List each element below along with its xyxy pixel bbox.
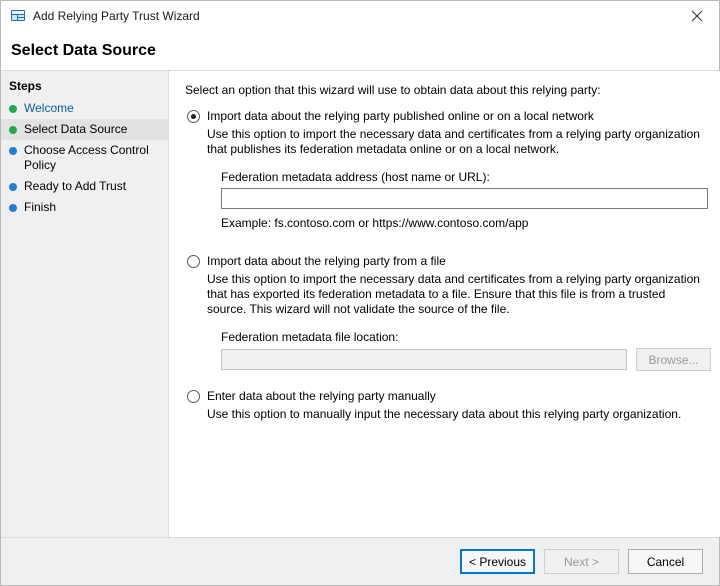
radio-enter-manually-icon[interactable] — [187, 390, 200, 403]
step-item-select-data-source[interactable] — [1, 119, 168, 140]
wizard-body — [1, 70, 719, 537]
step-item-finish[interactable] — [1, 197, 168, 218]
wizard-icon — [10, 8, 26, 24]
browse-button[interactable]: Browse... — [636, 348, 711, 371]
cancel-button[interactable]: Cancel — [628, 549, 703, 574]
federation-metadata-address-input[interactable] — [221, 188, 708, 209]
federation-metadata-address-example: Example: fs.contoso.com or https://www.contoso.com/app — [221, 216, 529, 230]
federation-metadata-file-row — [221, 348, 711, 371]
federation-metadata-file-label: Federation metadata file location: — [221, 330, 399, 344]
step-item-ready-to-add-trust[interactable] — [1, 176, 168, 197]
option-label: Import data about the relying party from a file — [207, 254, 446, 268]
step-item-welcome[interactable] — [1, 98, 168, 119]
option-enter-manually[interactable] — [183, 389, 711, 404]
close-icon[interactable] — [675, 1, 719, 30]
step-bullet-icon — [9, 204, 17, 212]
step-bullet-icon — [9, 126, 17, 134]
radio-import-from-file-icon[interactable] — [187, 255, 200, 268]
step-bullet-icon — [9, 105, 17, 113]
steps-pane — [1, 71, 169, 537]
previous-button[interactable]: < Previous — [460, 549, 535, 574]
option-import-online-description: Use this option to import the necessary data and certificates from a relying party organization that publishes its federation metadata online or on a local network. — [207, 127, 700, 156]
step-label: Welcome — [24, 101, 74, 115]
steps-title: Steps — [9, 79, 42, 93]
step-label: Ready to Add Trust — [24, 179, 127, 193]
option-label: Import data about the relying party published online or on a local network — [207, 109, 594, 123]
step-label: Choose Access Control Policy — [24, 143, 149, 172]
step-bullet-icon — [9, 147, 17, 155]
next-button: Next > — [544, 549, 619, 574]
federation-metadata-address-label: Federation metadata address (host name or URL): — [221, 170, 490, 184]
title-bar — [1, 1, 719, 31]
option-import-from-file[interactable] — [183, 254, 711, 269]
federation-metadata-file-input[interactable] — [221, 349, 627, 370]
page-title: Select Data Source — [11, 41, 156, 59]
intro-text: Select an option that this wizard will use to obtain data about this relying party: — [185, 83, 601, 97]
option-enter-manually-description: Use this option to manually input the necessary data about this relying party organization. — [207, 407, 682, 421]
radio-import-online-icon[interactable] — [187, 110, 200, 123]
option-import-online[interactable] — [183, 109, 711, 124]
option-label: Enter data about the relying party manually — [207, 389, 436, 403]
content-pane — [169, 71, 720, 537]
step-label: Select Data Source — [24, 122, 128, 136]
option-import-from-file-description: Use this option to import the necessary data and certificates from a relying party organization that has exported its federation metadata to a file. Ensure that this file is from a trusted source. This wizard will not validate the source of the file. — [207, 272, 700, 316]
window-title: Add Relying Party Trust Wizard — [33, 9, 200, 23]
step-bullet-icon — [9, 183, 17, 191]
button-bar — [1, 537, 719, 585]
step-item-choose-access-control-policy[interactable] — [1, 140, 168, 176]
step-label: Finish — [24, 200, 57, 214]
page-header — [1, 31, 719, 70]
